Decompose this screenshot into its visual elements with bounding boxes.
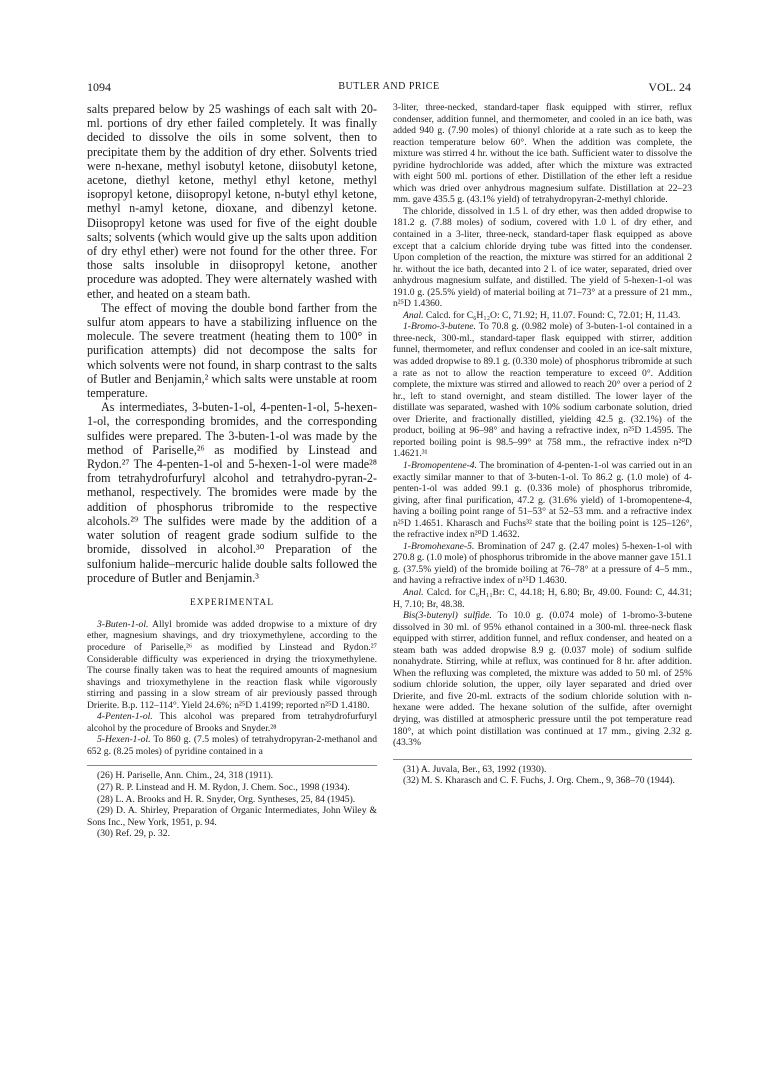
compound-title: 1-Bromopentene-4. — [403, 459, 477, 471]
paragraph-text: 3-liter, three-necked, standard-taper flask equipped with stirrer, reflux condenser, addition funnel, and thermometer, and cooled in an ice bath, was added 940 g. (7.90 moles) of thionyl chloride at a rate such as to keep the reaction temperature below 60°. When the addition was complete, the mixture was stirred 4 hr. without the ice bath. Sufficient water to dissolve the pyridine hydrochloride was added, after which the mixture was extracted with eight 500 ml. portions of ether. Distillation of the ether left a residue which was dried over anhydrous magnesium sulfate. Distillation at 22–23 mm. gave 435.5 g. (43.1% yield) of tetrahydropyran-2-methyl chloride. — [393, 102, 692, 206]
footnote: (29) D. A. Shirley, Preparation of Organic Intermediates, John Wiley & Sons Inc., New York, 1951, p. 94. — [87, 805, 377, 828]
experimental-paragraph — [393, 610, 692, 749]
footnote: (28) L. A. Brooks and H. R. Snyder, Org. Syntheses, 25, 84 (1945). — [97, 793, 356, 805]
footnotes — [87, 765, 377, 839]
compound-title: 1-Bromo-3-butene. — [403, 321, 476, 333]
volume-label: VOL. 24 — [648, 80, 691, 94]
paragraph-text: Bromination of 247 g. (2.47 moles) 5-hexen-1-ol with 270.8 g. (1.0 mole) of phosphorus tribromide in the above manner gave 151.1 g. (37.5% yield) of the bromide boiling at 76–78° at a pressure of 4–5 mm., and having a refractive index of n²⁵D 1.4630. — [393, 540, 692, 587]
paragraph-text: To 860 g. (7.5 moles) of tetrahydropyran-2-methanol and 652 g. (8.25 moles) of pyridine contained in a — [87, 734, 377, 757]
paragraph-text: Calcd. for C₆H₁₂O: C, 71.92; H, 11.07. Found: C, 72.01; H, 11.43. — [423, 309, 681, 321]
compound-title: Bis(3-butenyl) sulfide. — [403, 610, 492, 622]
experimental-paragraph — [393, 206, 692, 310]
section-heading: EXPERIMENTAL — [189, 597, 275, 608]
compound-title: 1-Bromohexane-5. — [403, 540, 475, 552]
compound-title: 4-Penten-1-ol. — [97, 711, 153, 723]
body-text — [87, 102, 377, 585]
page-header — [87, 80, 691, 96]
experimental-section — [87, 619, 377, 758]
footnotes — [393, 759, 692, 787]
paragraph-text: Allyl bromide was added dropwise to a mixture of dry ether, magnesium shavings, and dry trioxymethylene, according to the procedure of Pariselle,²⁶ as modified by Linstead and Rydon.²⁷ Considerable difficulty was experienced in drying the trioxymethylene. The course finally taken was to heat the required amounts of magnesium shavings and trioxymethylene in the reaction flask while vigorously stirring and passing in a slow stream of air previously passed through Drierite. B.p. 112–114°. Yield 24.6%; n²⁵D 1.4199; reported n²⁵D 1.4180. — [87, 618, 377, 711]
paragraph-text: To 70.8 g. (0.982 mole) of 3-buten-1-ol contained in a three-neck, 300-ml., standard-taper flask equipped with stirrer, addition funnel, thermometer, and reflux condenser and cooled in an ice-salt mixture, was added dropwise to 89.1 g. (0.330 mole) of phosphorus tribromide at such a rate as not to allow the reaction temperature to exceed 0°. Addition complete, the mixture was stirred and allowed to reach 20° over a period of 2 hr., left to stand overnight, and steam distilled. The lower layer of the distillate was separated, washed with 10% sodium carbonate solution, dried over Drierite, and fractionally distilled, yielding 42.5 g. (32.1%) of the product, boiling at 96–98° and having a refractive index, n²⁵D 1.4595. The reported boiling point is 98.5–99° at 758 mm., the refractive index n²⁰D 1.4621.³¹ — [393, 321, 692, 460]
paragraph-text: This alcohol was prepared from tetrahydrofurfuryl alcohol by the procedure of Brooks and Snyder.²⁸ — [87, 711, 377, 734]
footnote: (30) Ref. 29, p. 32. — [97, 828, 171, 840]
experimental-paragraph — [393, 321, 692, 460]
footnote: (31) A. Juvala, Ber., 63, 1992 (1930). — [403, 763, 547, 775]
experimental-paragraph — [393, 587, 692, 610]
right-column — [393, 102, 692, 787]
paragraph-text: The chloride, dissolved in 1.5 l. of dry ether, was then added dropwise to 181.2 g. (7.88 moles) of sodium, covered with 1.0 l. of dry ether, and contained in a 3-liter, three-neck, standard-taper flask equipped as above except that a calcium chloride drying tube was fitted into the condenser. Upon completion of the reaction, the mixture was stirred for an additional 2 hr. without the ice bath, decanted into 2 l. of ice water, separated, dried over anhydrous magnesium sulfate, and distilled. The yield of 5-hexen-1-ol was 191.0 g. (25.5% yield) of material boiling at 71–73° at a pressure of 21 mm., n²⁵D 1.4360. — [393, 205, 692, 310]
paragraph-text: To 10.0 g. (0.074 mole) of 1-bromo-3-butene dissolved in 30 ml. of 95% ethanol contained in a 300-ml. three-neck flask equipped with stirrer, addition funnel, and reflux condenser, and heated on a steam bath was added dropwise 8.9 g. (0.037 mole) of sodium sulfide nonahydrate. Stirring, while at reflux, was continued for 8 hr. after addition. When the refluxing was completed, the mixture was added to 50 ml. of 25% sodium chloride solution, the upper, oily layer separated and dried over Drierite, and five 20-ml. extracts of the sodium chloride solution with n-hexane were added. The hexane solution of the sulfide, after overnight drying, was distilled at atmospheric pressure until the pot temperature read 180°, at which point distillation was continued at 17 mm., giving 2.32 g. (43.3% — [393, 610, 692, 749]
page-number: 1094 — [87, 80, 111, 94]
experimental-continued — [393, 102, 692, 749]
experimental-paragraph — [393, 541, 692, 587]
paragraph-text: The bromination of 4-penten-1-ol was carried out in an exactly similar manner to that of 3-buten-1-ol. To 86.2 g. (1.0 mole) of 4-penten-1-ol was added 99.1 g. (0.336 mole) of phosphorus tribromide, giving, after final purification, 47.2 g. (31.6% yield) of 1-bromopentene-4, having a boiling point range of 51–53° at 52–53 mm. and a refractive index n²⁵D 1.4651. Kharasch and Fuchs³² state that the boiling point is 125–126°, the refractive index n²⁰D 1.4632. — [393, 459, 692, 541]
experimental-paragraph — [393, 102, 692, 206]
left-column — [87, 102, 377, 840]
compound-title: Anal. — [403, 309, 424, 321]
paragraph: The effect of moving the double bond farther from the sulfur atom appears to have a stabilizing influence on the molecule. The severe treatment (heating them to 100° in purification attempts) did not decompose the salts for which solvents were not found, in sharp contrast to the salts of Butler and Benjamin,² which salts were unstable at room temperature. — [87, 300, 377, 401]
paragraph: As intermediates, 3-buten-1-ol, 4-penten-1-ol, 5-hexen-1-ol, the corresponding bromides, and the corresponding sulfides were prepared. The 3-buten-1-ol was made by the method of Pariselle,²⁶ as modified by Linstead and Rydon.²⁷ The 4-penten-1-ol and 5-hexen-1-ol were made²⁸ from tetrahydrofurfuryl alcohol and tetrahydro-pyran-2-methanol, respectively. The bromides were made by the addition of phosphorus tribromide to the respective alcohols.²⁹ The sulfides were made by the addition of a water solution of reagent grade sodium sulfide to the bromide, dissolved in alcohol.³⁰ Preparation of the sulfonium halide–mercuric halide double salts followed the procedure of Butler and Benjamin.³ — [87, 400, 377, 585]
compound-title: Anal. — [403, 586, 424, 598]
experimental-paragraph — [87, 711, 377, 734]
footnote: (26) H. Pariselle, Ann. Chim., 24, 318 (1911). — [97, 770, 274, 782]
experimental-paragraph — [393, 310, 692, 322]
paragraph-text: Calcd. for C₆H₁₁Br: C, 44.18; H, 6.80; Br, 49.00. Found: C, 44.31; H, 7.10; Br, 48.38. — [393, 586, 692, 610]
experimental-paragraph — [87, 619, 377, 711]
compound-title: 3-Buten-1-ol. — [97, 618, 149, 630]
experimental-paragraph — [393, 460, 692, 541]
footnote: (32) M. S. Kharasch and C. F. Fuchs, J. Org. Chem., 9, 368–70 (1944). — [403, 775, 675, 787]
experimental-paragraph — [87, 734, 377, 757]
compound-title: 5-Hexen-1-ol. — [97, 734, 151, 746]
running-title: BUTLER AND PRICE — [338, 81, 440, 92]
paragraph: salts prepared below by 25 washings of each salt with 20-ml. portions of dry ether failed completely. It was finally decided to dissolve the oils in some solvent, then to precipitate them by the addition of dry ether. Solvents tried were n-hexane, methyl isobutyl ketone, diisobutyl ketone, acetone, diethyl ketone, methyl ethyl ketone, methyl isopropyl ketone, diisopropyl ketone, n-butyl ethyl ketone, methyl n-amyl ketone, dioxane, and dibenzyl ketone. Diisopropyl ketone was used for five of the eight double salts; solvents (which would give up the salts upon addition of dry ethyl ether) were not found for the other three. For those salts insoluble in diisopropyl ketone, another procedure was adopted. They were alternately washed with ether, and heated on a steam bath. — [87, 102, 377, 301]
footnote: (27) R. P. Linstead and H. M. Rydon, J. Chem. Soc., 1998 (1934). — [97, 782, 350, 794]
